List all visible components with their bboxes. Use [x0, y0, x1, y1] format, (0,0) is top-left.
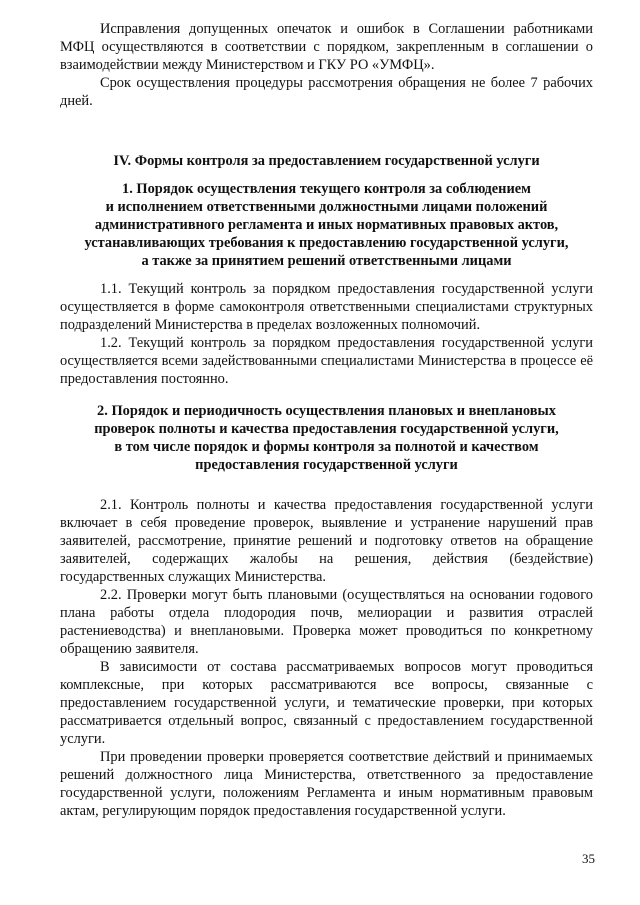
section-title: IV. Формы контроля за предоставлением государственной услуги — [113, 153, 540, 169]
subsection-1-title-line: устанавливающих требования к предоставлению государственной услуги, — [84, 235, 569, 251]
subsection-2-title-line: в том числе порядок и формы контроля за полнотой и качеством — [114, 439, 539, 455]
subsection-1-title-line: 1. Порядок осуществления текущего контроля за соблюдением — [122, 181, 531, 197]
paragraph-2-3: В зависимости от состава рассматриваемых вопросов могут проводиться комплексные, при которых рассматриваются все вопросы, связанные с предоставлением государственной услуги, и тематические проверки, при которых рассматривается отдельный вопрос, связанный с предоставлением государственной услуги. — [60, 659, 593, 747]
intro-paragraph-corrections: Исправления допущенных опечаток и ошибок в Соглашении работниками МФЦ осуществляются в соответствии с порядком, закрепленным в соглашении о взаимодействии между Министерством и ГКУ РО «УМФЦ». — [60, 21, 593, 73]
page-number: 35 — [582, 851, 595, 866]
paragraph-2-4: При проведении проверки проверяется соответствие действий и принимаемых решений должностного лица Министерства, ответственного за предоставление государственной услуги, положениям Регламента и иным нормативным правовым актам, регулирующим порядок предоставления государственной услуги. — [60, 749, 593, 819]
subsection-1-title-line: а также за принятием решений ответственными лицами — [141, 253, 512, 269]
subsection-1-title — [60, 180, 593, 270]
paragraph-2-2: 2.2. Проверки могут быть плановыми (осуществляться на основании годового плана работы отдела плодородия почв, мелиорации и развития отраслей растениеводства) и внеплановыми. Проверка может проводиться по конкретному обращению заявителя. — [60, 587, 593, 657]
paragraph-2-1: 2.1. Контроль полноты и качества предоставления государственной услуги включает в себя проведение проверок, выявление и устранение нарушений прав заявителей, рассмотрение, принятие решений и подготовку ответов на обращение заявителей, содержащих жалобы на решения, действия (бездействие) государственных служащих Министерства. — [60, 497, 593, 585]
subsection-2-title-line: проверок полноты и качества предоставления государственной услуги, — [94, 421, 559, 437]
subsection-1-title-line: и исполнением ответственными должностными лицами положений — [105, 199, 548, 215]
subsection-2-title — [60, 402, 593, 474]
subsection-2-title-line: 2. Порядок и периодичность осуществления плановых и внеплановых — [97, 403, 556, 419]
subsection-2-title-line: предоставления государственной услуги — [195, 457, 458, 473]
intro-paragraph-deadline: Срок осуществления процедуры рассмотрения обращения не более 7 рабочих дней. — [60, 75, 593, 109]
paragraph-1-1: 1.1. Текущий контроль за порядком предоставления государственной услуги осуществляется в форме самоконтроля ответственными специалистами структурных подразделений Министерства в пределах возложенных полномочий. — [60, 281, 593, 333]
subsection-1-title-line: административного регламента и иных нормативных правовых актов, — [94, 217, 559, 233]
document-page — [60, 20, 593, 820]
paragraph-1-2: 1.2. Текущий контроль за порядком предоставления государственной услуги осуществляется всеми задействованными специалистами Министерства в процессе её предоставления постоянно. — [60, 335, 593, 387]
